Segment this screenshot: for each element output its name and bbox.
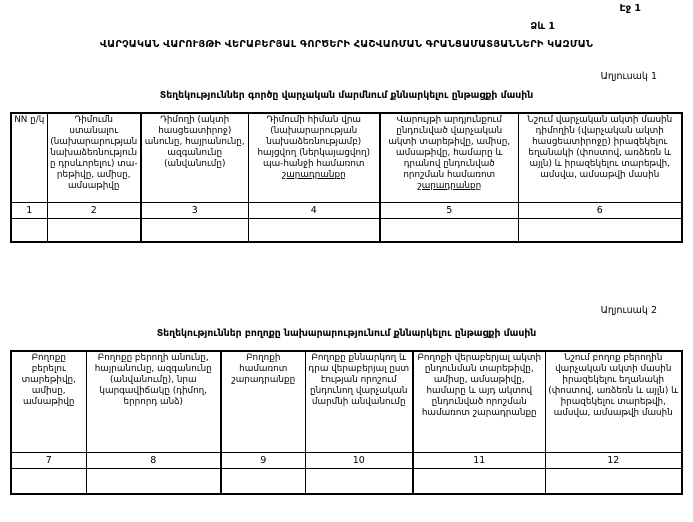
- table1: [10, 112, 683, 243]
- header-text: NN ը/կ: [14, 115, 45, 125]
- table1-empty-cell: [11, 218, 47, 242]
- header-text: Դիմումն ստանալու (նախարարության նախաձեռնությունը դրսևորելու) տա-րեթիվը, ամիսը, ամսաթիվը: [49, 115, 138, 191]
- table2-empty-cell: [305, 469, 413, 495]
- table2-label: Աղյուսակ 2: [600, 304, 657, 316]
- table2-empty-row: [11, 469, 682, 495]
- table1-caption: Տեղեկություններ գործը վարչական մարմնում քննարկելու ընթացքի մասին: [159, 90, 534, 101]
- table1-header-col4: [248, 113, 380, 202]
- header-text: Նշում բողոք բերողին վարչական ակտի մասին իրազեկելու եղանակի (փոստով, առձեռն և այլն) և իրազեկելու տարեթվի, ամսվա, ամսաթվի մասին: [548, 352, 679, 418]
- table2-header-col9: [221, 351, 305, 453]
- header-text: Նշում վարչական ակտի մասին դիմողին (վարչական ակտի հասցեատիրոջը) իրազեկելու եղանակի (փոստով, առձեռն և այլն) և իրազեկելու տարեթվի, ամսվա, ամսաթվի մասին: [527, 115, 673, 180]
- table1-colnum-3: 3: [141, 202, 248, 218]
- table1-header-col2: [47, 113, 141, 202]
- table2-empty-cell: [221, 469, 305, 495]
- header-text: Դիմումի հիման վրա (նախարարության նախաձեռնությամբ) հայցվող (ներկայացվող) պա-հանջի համառոտ: [257, 115, 371, 169]
- table1-empty-cell: [380, 218, 518, 242]
- table2-header-col8: [86, 351, 221, 453]
- table2-colnum-12: 12: [545, 453, 682, 469]
- table1-header-row: [11, 113, 682, 202]
- header-text: Բողոքը քննարկող և դրա վերաբերյալ ըստ էության որոշում ընդունող վարչական մարմնի անվանումը: [308, 352, 410, 407]
- table2-header-col11: [413, 351, 545, 453]
- table1-empty-cell: [518, 218, 682, 242]
- table1-header-col6: [518, 113, 682, 202]
- table1-header-col3: [141, 113, 248, 202]
- document-title: ՎԱՐՉԱԿԱՆ ՎԱՐՈՒՅԹԻ ՎԵՐԱԲԵՐՅԱԼ ԳՈՐԾԵՐԻ ՀԱՇՎԱՌՄԱՆ ԳՐԱՆՑԱՄԱՏՅԱՆՆԵՐԻ ԿԱԶՄԱՆ: [99, 39, 594, 50]
- table2-header-col10: [305, 351, 413, 453]
- table2-empty-cell: [86, 469, 221, 495]
- table2-header-row: [11, 351, 682, 453]
- table1-empty-cell: [47, 218, 141, 242]
- header-text: Դիմողի (ակտի հասցեատիրոջ) անունը, հայրանունը, ազգանունը (անվանումը): [144, 115, 245, 169]
- table2-number-row: [11, 453, 682, 469]
- table1-colnum-4: 4: [248, 202, 380, 218]
- form-number: Ձև 1: [530, 21, 555, 32]
- table2-colnum-7: 7: [11, 453, 86, 469]
- table1-number-row: [11, 202, 682, 218]
- table2-colnum-9: 9: [221, 453, 305, 469]
- table2: [10, 350, 683, 496]
- table1-colnum-6: 6: [518, 202, 682, 218]
- table2-header-col7: [11, 351, 86, 453]
- table2-header-col12: [545, 351, 682, 453]
- table2-empty-cell: [545, 469, 682, 495]
- header-text: Բողոքը բերելու տարեթիվը, ամիսը, ամսաթիվը: [21, 352, 76, 407]
- table1-label: Աղյուսակ 1: [600, 71, 657, 82]
- header-underlined-text: շարադրանքը: [281, 170, 346, 180]
- header-underlined-text: շարադրանքը: [417, 181, 482, 191]
- table2-colnum-10: 10: [305, 453, 413, 469]
- table2-caption: Տեղեկություններ բողոքը նախարարությունում քննարկելու ընթացքի մասին: [156, 327, 537, 339]
- table1-empty-cell: [141, 218, 248, 242]
- table1-empty-row: [11, 218, 682, 242]
- table2-empty-cell: [413, 469, 545, 495]
- header-text: Բողոքի համառոտ շարադրանքը: [231, 352, 296, 385]
- table1-empty-cell: [248, 218, 380, 242]
- table1-colnum-1: 1: [11, 202, 47, 218]
- table2-colnum-8: 8: [86, 453, 221, 469]
- header-text: Բողոքը բերողի անունը, հայրանունը, ազգանունը (անվանումը), նրա կարգավիճակը (դիմող, երրորդ անձ): [94, 352, 212, 407]
- header-text: Բողոքի վերաբերյալ ակտի ընդունման տարեթիվը, ամիսը, ամսաթիվը, համարը և այդ ակտով ընդունված որոշման համառոտ շարադրանքը: [417, 352, 542, 418]
- table1-colnum-5: 5: [380, 202, 518, 218]
- table1-colnum-2: 2: [47, 202, 141, 218]
- table1-header-col1: [11, 113, 47, 202]
- table1-header-col5: [380, 113, 518, 202]
- table2-colnum-11: 11: [413, 453, 545, 469]
- page-number: Էջ 1: [619, 3, 641, 14]
- header-text: Վարույթի արդյունքում ընդունված վարչական ակտի տարեթիվը, ամիսը, ամսաթիվը, համարը և դրանով ընդունված որոշման համառոտ: [388, 115, 511, 180]
- table2-empty-cell: [11, 469, 86, 495]
